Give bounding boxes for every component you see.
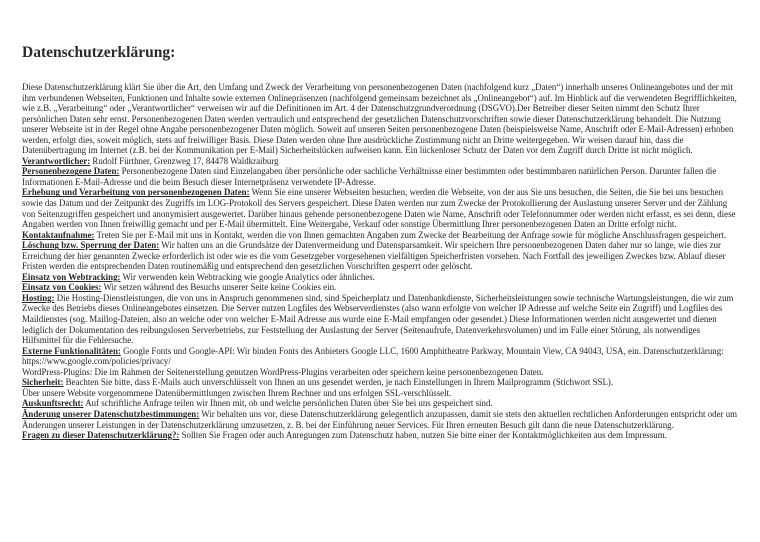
section-text: Treten Sie per E-Mail mit uns in Kontakt, werden die von Ihnen gemachten Angaben zum Zwecke der Bearbeitung der Anfrage sowie für mögliche Anschlussfragen gespeichert. [94,229,727,240]
policy-section [22,430,738,441]
section-heading: Fragen zu dieser Datenschutzerklärung?: [22,430,180,441]
section-text: Sollten Sie Fragen oder auch Anregungen zum Datenschutz haben, nutzen Sie bitte einer der Kontaktmöglichkeiten aus dem Impressum. [179,430,667,441]
policy-body [22,82,738,441]
section-heading: Einsatz von Cookies: [22,282,102,293]
policy-section [22,230,738,241]
section-heading: Sicherheit: [22,377,64,388]
section-text: Auf schriftliche Anfrage teilen wir Ihnen mit, ob und welche persönlichen Daten über Sie bei uns gespeichert sind. [83,398,493,409]
section-text: Wir setzen während des Besuchs unserer Seite keine Cookies ein. [101,282,337,293]
section-text: Rudolf Fürthner, Grenzweg 17, 84478 Waldkraiburg [90,155,279,166]
policy-section [22,293,738,346]
section-text: Beachten Sie bitte, dass E-Mails auch unverschlüsselt von Ihnen an uns gesendet werden, je nach Einstellungen in Ihrem Mailprogramm (Stichwort SSL). [63,377,614,388]
policy-section [22,282,738,293]
section-heading: Hosting: [22,292,55,303]
section-heading: Löschung bzw. Sperrung der Daten: [22,240,160,251]
section-heading: Einsatz von Webtracking: [22,271,121,282]
policy-section [22,388,738,399]
policy-section [22,156,738,167]
policy-sections [22,156,738,441]
section-text: Google Fonts und Google-API: Wir binden Fonts des Anbieters Google LLC, 1600 Amphitheatre Parkway, Mountain View, CA 94043, USA, ein. Datenschutzerklärung: https://www.google.com/policies/privacy/ [22,345,724,367]
section-text: Wir verwenden kein Webtracking wie google Analytics oder ähnliches. [120,271,375,282]
section-heading: Kontaktaufnahme: [22,229,95,240]
section-heading: Externe Funktionalitäten: [22,345,121,356]
intro-paragraph: Diese Datenschutzerklärung klärt Sie über die Art, den Umfang und Zweck der Verarbeitung von personenbezogenen Daten (nachfolgend kurz „Daten“) innerhalb unseres Onlineangebotes und der mit ihm verbundenen Webseiten, Funktionen und Inhalte sowie externen Onlinepräsenzen (nachfolgend gemeinsam bezeichnet als „Onlineangebot“) auf. Im Hinblick auf die verwendeten Begrifflichkeiten, wie z.B. „Verarbeitung“ oder „Verantwortlicher“ verweisen wir auf die Definitionen im Art. 4 der Datenschutzgrundverordnung (DSGVO).Der Betreiber dieser Seiten nimmt den Schutz Ihrer persönlichen Daten sehr ernst. Personenbezogenen Daten werden vertraulich und entsprechend der gesetzlichen Datenschutzvorschriften sowie dieser Datenschutzerklärung behandelt. Die Nutzung unserer Webseite ist in der Regel ohne Angabe personenbezogener Daten möglich. Soweit auf unseren Seiten personenbezogene Daten (beispielsweise Name, Anschrift oder E-Mail-Adressen) erhoben werden, erfolgt dies, soweit möglich, stets auf freiwilliger Basis. Diese Daten werden ohne Ihre ausdrückliche Zustimmung nicht an Dritte weitergegeben. Wir weisen darauf hin, dass die Datenübertragung im Internet (z.B. bei der Kommunikation per E-Mail) Sicherheitslücken aufweisen kann. Ein lückenloser Schutz der Daten vor dem Zugriff durch Dritte ist nicht möglich. [22,82,737,156]
section-heading: Verantwortlicher: [22,155,91,166]
policy-section [22,272,738,283]
policy-section [22,187,738,229]
policy-section [22,398,738,409]
policy-section [22,166,738,187]
section-heading: Änderung unserer Datenschutzbestimmungen: [22,408,200,419]
page-title: Datenschutzerklärung: [22,44,176,61]
policy-section [22,377,738,388]
section-heading: Personenbezogene Daten: [22,166,120,177]
section-text: Wenn Sie eine unserer Webseiten besuchen, werden die Webseite, von der aus Sie uns besuchen, die Seiten, die Sie bei uns besuchen sowie das Datum und der Zeitpunkt des Zugriffs im LOG-Protokoll des Servers gespeichert. Diese Daten werden nur zum Zwecke der Protokollierung der Auslastung unserer Server und der Zählung von Seitenzugriffen gespeichert und anonymisiert ausgewertet. Darüber hinaus gehende personenbezogene Daten wie Name, Anschrift oder Telefonnummer oder werden nicht erfasst, es sei denn, diese Angaben werden von Ihnen freiwillig gemacht und per E-Mail übermittelt. Eine Weitergabe, Verkauf oder sonstige Übermittlung Ihrer personenbezogenen Daten an Dritte erfolgt nicht. [22,187,736,230]
policy-section [22,240,738,272]
section-text: WordPress-Plugins: Die im Rahmen der Seitenerstellung genutzen WordPress-Plugins verarbeiten oder speichern keine personenbezogenen Daten. [22,366,544,377]
policy-section [22,367,738,378]
policy-section [22,409,738,430]
policy-section [22,346,738,367]
section-text: Über unsere Website vorgenommene Datenübermittlungen zwischen Ihrem Rechner und uns erfolgen SSL-verschlüsselt. [22,387,452,398]
section-text: Wir halten uns an die Grundsätze der Datenvermeidung und Datensparsamkeit. Wir speichern Ihre personenbezogenen Daten daher nur so lange, wie dies zur Erreichung der hier genannten Zwecke erforderlich ist oder wie es die vom Gesetzgeber vorgesehenen vielfältigen Speicherfristen vorsehen. Nach Fortfall des jeweiligen Zweckes bzw. Ablauf dieser Fristen werden die entsprechenden Daten routinemäßig und entsprechend den gesetzlichen Vorschriften gesperrt oder gelöscht. [22,240,726,272]
section-heading: Erhebung und Verarbeitung von personenbezogenen Daten: [22,187,250,198]
section-text: Personenbezogene Daten sind Einzelangaben über persönliche oder sachliche Verhältnisse einer bestimmten oder bestimmbaren natürlichen Person. Darunter fallen die Informationen E-Mail-Adresse und die beim Besuch dieser Internetpräsenz verwendete IP-Adresse. [22,166,717,187]
section-heading: Auskunftsrecht: [22,398,84,409]
section-text: Die Hosting-Dienstleistungen, die von uns in Anspruch genommenen sind, sind Speicherplatz und Datenbankdienste, Sicherheitsleistungen sowie technische Wartungsleistungen, die wir zum Zwecke des Betriebs dieses Onlineangebotes einsetzen. Die Server nutzen Logfiles des Webserverdienstes (also wann erfolgte von welcher IP Adresse auf welche Seite ein Zugriff) und Logfiles des Maildienstes (sog. Maillog-Dateien, also an welche oder von welcher E-Mail Adresse aus wurde eine E-Mail empfangen oder gesendet.) Diese Informationen werden nicht ausgewertet und dienen lediglich der Dokumentation des reibungslosen Serverbetriebs, zur Feststellung der Auslastung der Server (Seitenaufrufe, Datenverkehrsvolumen) und im Falle einer Störung, als notwendiges Hilfsmittel für die Fehlersuche. [22,292,734,346]
section-text: Wir behalten uns vor, diese Datenschutzerklärung gelegentlich anzupassen, damit sie stets den aktuellen rechtlichen Anforderungen entspricht oder um Änderungen unserer Leistungen in der Datenschutzerklärung umzusetzen, z. B. bei der Einführung neuer Services. Für Ihren erneuten Besuch gilt dann die neue Datenschutzerklärung. [22,408,738,430]
